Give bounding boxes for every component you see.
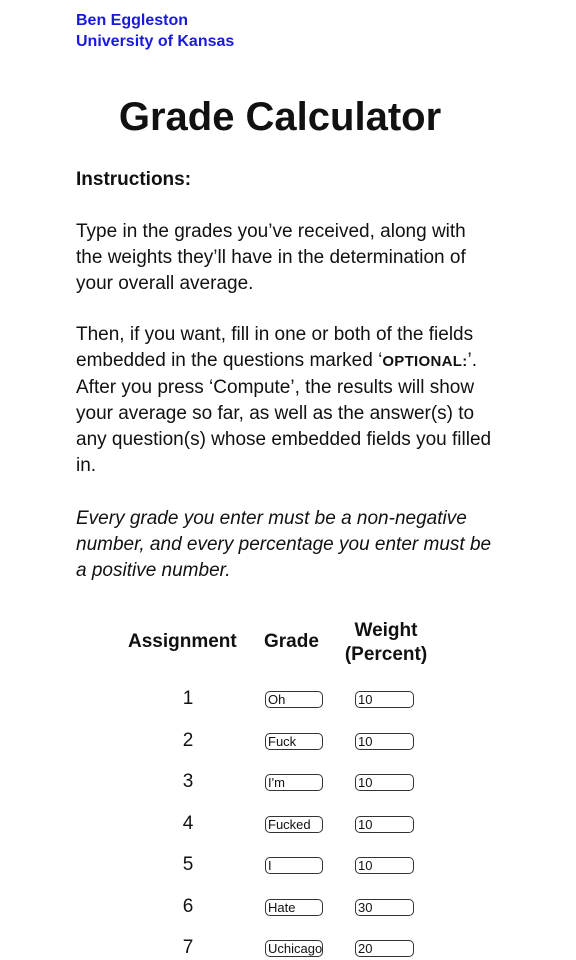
grade-input[interactable]: I'm	[265, 774, 323, 791]
grade-input[interactable]: Uchicago	[265, 940, 323, 957]
assignment-number: 6	[182, 896, 194, 917]
author-name-link[interactable]: Ben Eggleston	[76, 12, 189, 29]
column-header-grade: Grade	[264, 631, 319, 652]
weight-header-line-2: (Percent)	[344, 644, 428, 665]
column-header-assignment: Assignment	[128, 631, 237, 652]
assignment-number: 2	[182, 730, 194, 751]
grade-input[interactable]: Oh	[265, 691, 323, 708]
column-header-weight	[338, 619, 434, 667]
assignment-number: 7	[182, 937, 194, 958]
weight-input[interactable]: 10	[355, 774, 414, 791]
assignment-number: 4	[182, 813, 194, 834]
page-title: Grade Calculator	[118, 95, 442, 139]
grade-input[interactable]: Fuck	[265, 733, 323, 750]
assignment-number: 3	[182, 771, 194, 792]
assignment-number: 1	[182, 688, 194, 709]
assignment-number: 5	[182, 854, 194, 875]
grade-input[interactable]: Fucked	[265, 816, 323, 833]
instructions-paragraph-3: Every grade you enter must be a non-negative number, and every percentage you enter must be a positive number.	[76, 508, 492, 581]
paragraph-2-text-before: Then, if you want, fill in one or both of the fields embedded in the questions marked ‘	[76, 324, 474, 371]
weight-input[interactable]: 30	[355, 899, 414, 916]
affiliation-link[interactable]: University of Kansas	[76, 33, 235, 50]
weight-input[interactable]: 10	[355, 691, 414, 708]
weight-input[interactable]: 10	[355, 816, 414, 833]
paragraph-2-text-after: ’. After you press ‘Compute’, the results will show your average so far, as well as the answer(s) to any question(s) whose embedded fields you filled in.	[76, 350, 492, 476]
grade-input[interactable]: Hate	[265, 899, 323, 916]
author-block	[76, 10, 234, 52]
instructions-paragraph-2	[76, 322, 496, 479]
weight-header-line-1: Weight	[354, 620, 418, 641]
grade-input[interactable]: I	[265, 857, 323, 874]
weight-input[interactable]: 20	[355, 940, 414, 957]
instructions-paragraph-1: Type in the grades you’ve received, along with the weights they’ll have in the determination of your overall average.	[76, 221, 466, 294]
weight-input[interactable]: 10	[355, 733, 414, 750]
weight-input[interactable]: 10	[355, 857, 414, 874]
optional-marker: OPTIONAL:	[382, 353, 468, 370]
instructions-heading: Instructions:	[76, 169, 192, 190]
